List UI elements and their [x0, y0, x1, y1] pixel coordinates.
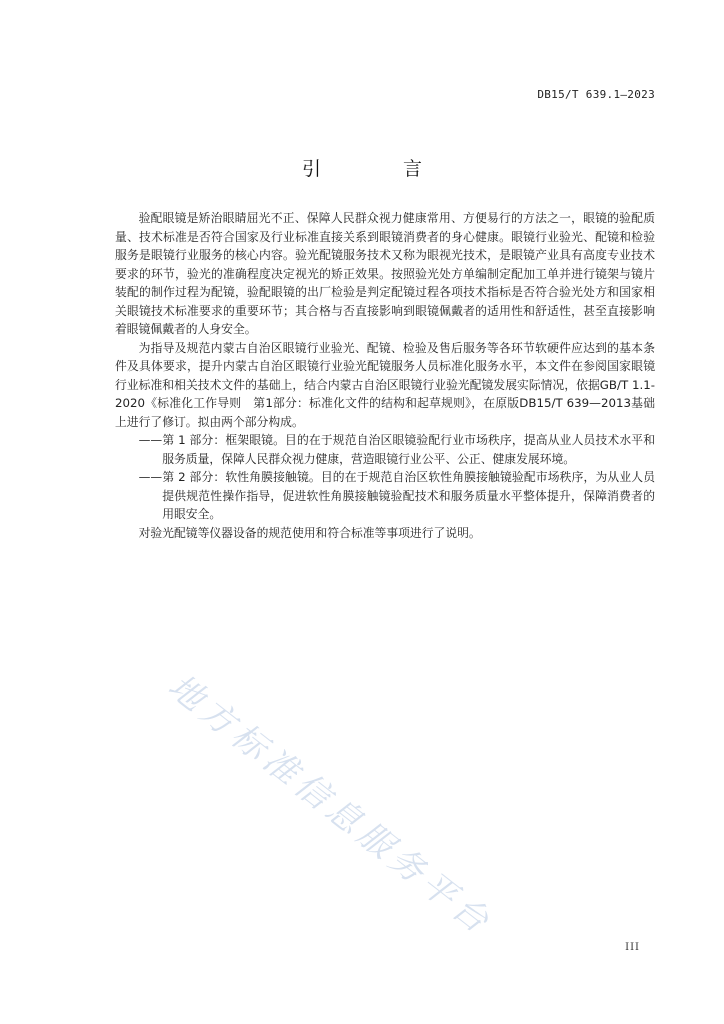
- document-body: [115, 209, 655, 542]
- document-code: DB15/T 639.1—2023: [537, 88, 655, 101]
- watermark: 地方标准信息服务平台: [160, 666, 501, 945]
- paragraph-closing: 对验光配镜等仪器设备的规范使用和符合标准等事项进行了说明。: [138, 525, 481, 540]
- paragraph-purpose: 为指导及规范内蒙古自治区眼镜行业验光、配镜、检验及售后服务等各环节软硬件应达到的基本条件及具体要求，提升内蒙古自治区眼镜行业验光配镜服务人员标准化服务水平，本文件在参阅国家眼镜行业标准和相关技术文件的基础上，结合内蒙古自治区眼镜行业验光配镜发展实际情况，依据GB/T 1.1-2020《标准化工作导则 第1部分：标准化文件的结构和起草规则》，在原版DB15/T 639—2013基础上进行了修订。拟由两个部分构成。: [115, 340, 655, 429]
- page-title: 引 言: [301, 158, 461, 180]
- paragraph-intro: 验配眼镜是矫治眼睛屈光不正、保障人民群众视力健康常用、方便易行的方法之一，眼镜的验配质量、技术标准是否符合国家及行业标准直接关系到眼镜消费者的身心健康。眼镜行业验光、配镜和检验服务是眼镜行业服务的核心内容。验光配镜服务技术又称为眼视光技术，是眼镜产业具有高度专业技术要求的环节，验光的准确程度决定视光的矫正效果。按照验光处方单编制定配加工单并进行镜架与镜片装配的制作过程为配镜，验配眼镜的出厂检验是判定配镜过程各项技术指标是否符合验光处方和国家相关眼镜技术标准要求的重要环节；其合格与否直接影响到眼镜佩戴者的适用性和舒适性，甚至直接影响着眼镜佩戴者的人身安全。: [115, 211, 655, 336]
- list-item-part-2: ——第 2 部分：软性角膜接触镜。目的在于规范自治区软性角膜接触镜验配市场秩序，为从业人员提供规范性操作指导，促进软性角膜接触镜验配技术和服务质量水平整体提升，保障消费者的用眼安全。: [138, 470, 655, 521]
- page-number: III: [625, 942, 640, 953]
- list-item-part-1: ——第 1 部分：框架眼镜。目的在于规范自治区眼镜验配行业市场秩序，提高从业人员技术水平和服务质量，保障人民群众视力健康，营造眼镜行业公平、公正、健康发展环境。: [138, 433, 655, 466]
